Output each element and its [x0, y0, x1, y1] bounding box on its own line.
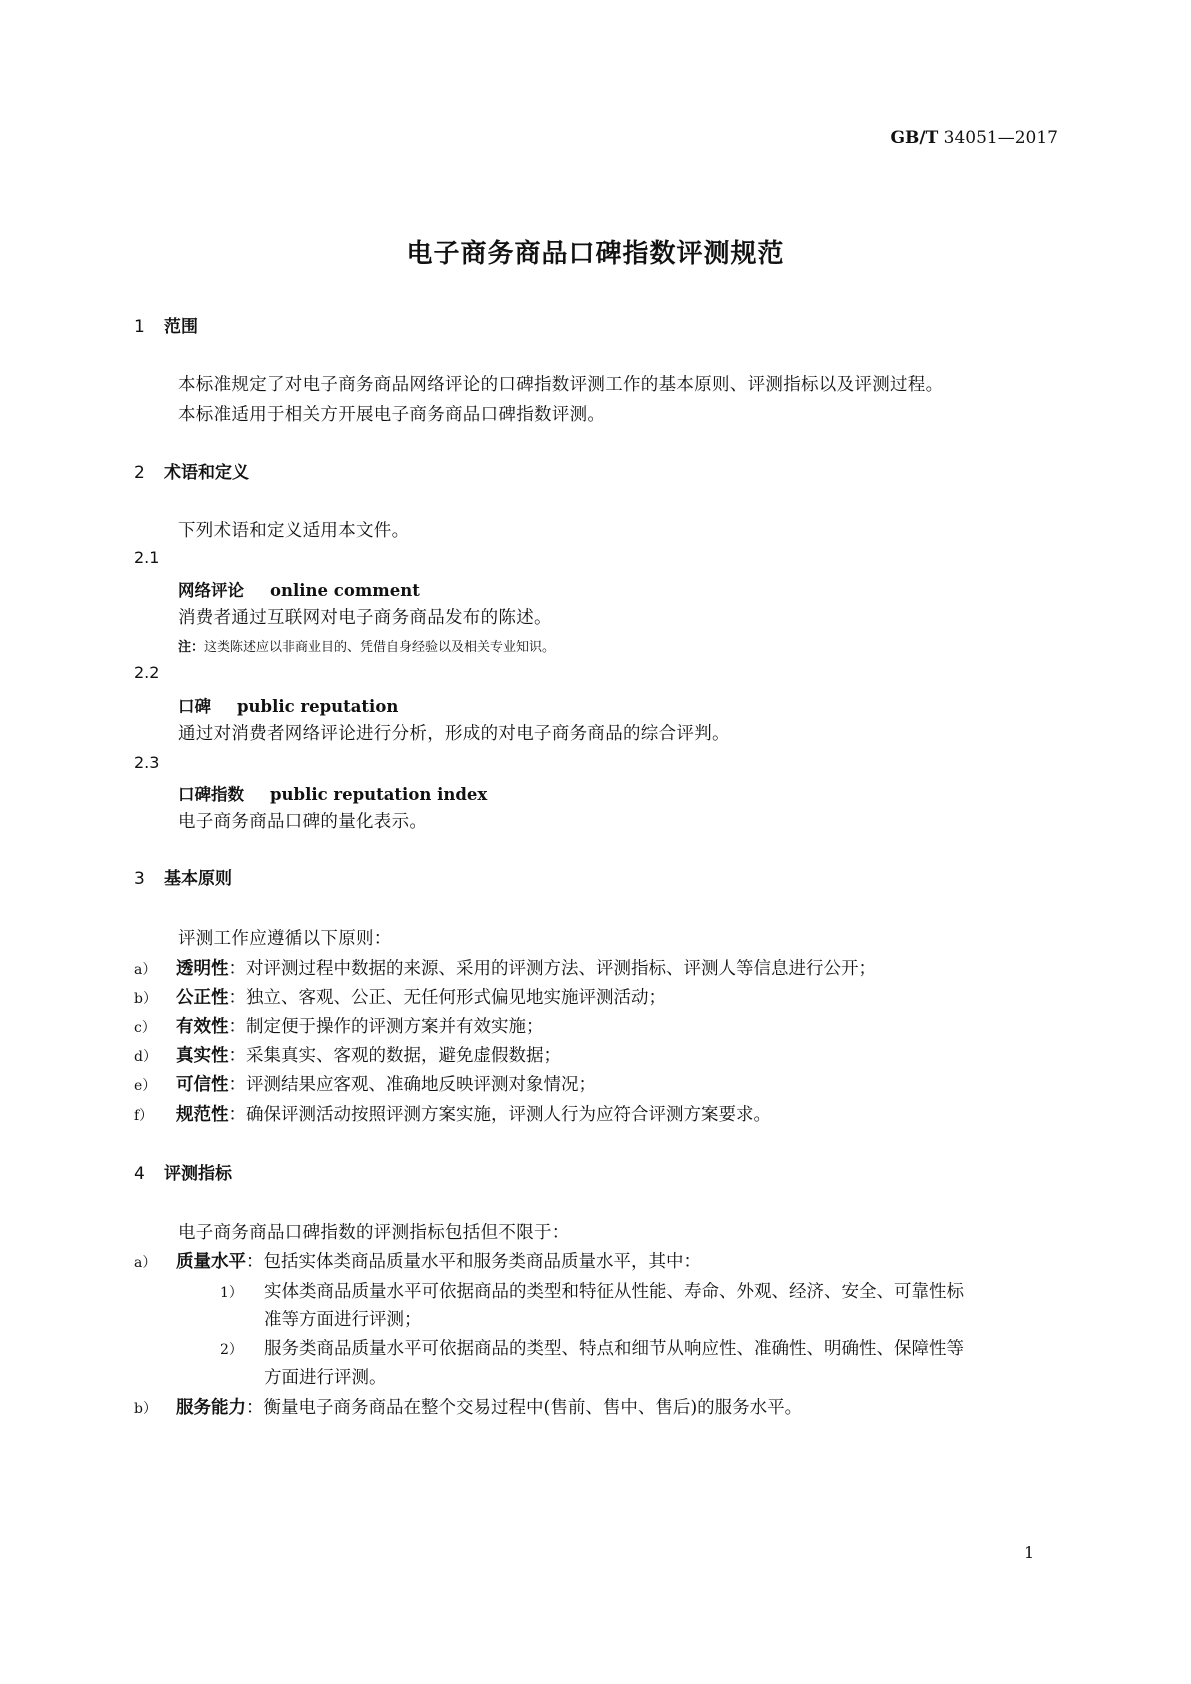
paragraph: 电子商务商品口碑指数的评测指标包括但不限于：: [178, 1223, 570, 1243]
list-marker: a）: [134, 1255, 157, 1271]
section-title: 评测指标: [164, 1164, 232, 1184]
standard-number-prefix: GB/T: [890, 128, 939, 148]
list-marker: e）: [134, 1078, 157, 1094]
sub-list-item: [220, 1335, 964, 1360]
paragraph: 本标准规定了对电子商务商品网络评论的口碑指数评测工作的基本原则、评测指标以及评测过程。: [178, 375, 944, 395]
term-zh: 网络评论: [178, 581, 244, 600]
list-item: [134, 1042, 561, 1067]
list-item-head: 真实性: [176, 1046, 229, 1066]
note-label: 注：: [178, 640, 205, 655]
list-item-text: ：评测结果应客观、准确地反映评测对象情况；: [228, 1075, 596, 1095]
term-zh: 口碑: [178, 697, 211, 716]
term-en: public reputation: [237, 697, 399, 716]
section-title: 基本原则: [164, 869, 232, 889]
list-item: [134, 1248, 701, 1273]
section-number: 1: [134, 317, 145, 337]
list-item-text: ：独立、客观、公正、无任何形式偏见地实施评测活动；: [228, 988, 666, 1008]
list-item-head: 公正性: [176, 988, 229, 1008]
list-item-text: ：衡量电子商务商品在整个交易过程中(售前、售中、售后)的服务水平。: [246, 1398, 803, 1418]
term-definition: 电子商务商品口碑的量化表示。: [178, 812, 428, 832]
term-definition: 消费者通过互联网对电子商务商品发布的陈述。: [178, 608, 552, 628]
list-item: [134, 1013, 544, 1038]
list-marker: d）: [134, 1049, 157, 1065]
term-heading: [178, 577, 420, 601]
list-item: [134, 955, 876, 980]
list-item-text: ：制定便于操作的评测方案并有效实施；: [228, 1017, 544, 1037]
clause-number: 2.2: [134, 663, 160, 682]
list-item-text: ：包括实体类商品质量水平和服务类商品质量水平，其中：: [246, 1252, 701, 1272]
section-title: 范围: [164, 317, 198, 337]
list-item: [134, 1394, 802, 1419]
list-item: [134, 1101, 771, 1126]
list-item-text: ：确保评测活动按照评测方案实施，评测人行为应符合评测方案要求。: [228, 1105, 771, 1125]
term-definition: 通过对消费者网络评论进行分析，形成的对电子商务商品的综合评判。: [178, 724, 730, 744]
standard-number-value: 34051—2017: [943, 128, 1058, 148]
section-number: 4: [134, 1164, 145, 1184]
document-title: 电子商务商品口碑指数评测规范: [406, 239, 785, 269]
list-item-head: 有效性: [176, 1017, 229, 1037]
term-zh: 口碑指数: [178, 785, 244, 804]
section-1-heading: [134, 312, 198, 337]
term-heading: [178, 781, 487, 805]
list-marker: b）: [134, 991, 157, 1007]
term-note: [178, 636, 555, 655]
sub-list-item: [220, 1278, 964, 1303]
paragraph: 下列术语和定义适用本文件。: [178, 521, 410, 541]
list-marker: c）: [134, 1020, 156, 1036]
sub-list-continuation: 准等方面进行评测；: [264, 1310, 422, 1330]
sub-list-continuation: 方面进行评测。: [264, 1368, 387, 1388]
clause-number: 2.1: [134, 548, 160, 567]
sub-list-text: 实体类商品质量水平可依据商品的类型和特征从性能、寿命、外观、经济、安全、可靠性标: [264, 1282, 964, 1302]
section-number: 3: [134, 869, 145, 889]
list-item: [134, 1071, 596, 1096]
term-heading: [178, 693, 398, 717]
note-text: 这类陈述应以非商业目的、凭借自身经验以及相关专业知识。: [204, 640, 556, 655]
list-item: [134, 984, 666, 1009]
term-en: online comment: [270, 581, 420, 600]
list-item-head: 规范性: [176, 1105, 229, 1125]
section-number: 2: [134, 463, 145, 483]
clause-number: 2.3: [134, 753, 160, 772]
sub-list-text: 服务类商品质量水平可依据商品的类型、特点和细节从响应性、准确性、明确性、保障性等: [264, 1339, 964, 1359]
list-marker: b）: [134, 1401, 157, 1417]
section-4-heading: [134, 1159, 232, 1184]
term-en: public reputation index: [270, 785, 488, 804]
list-item-head: 透明性: [176, 959, 229, 979]
list-marker: a）: [134, 962, 157, 978]
list-item-text: ：采集真实、客观的数据，避免虚假数据；: [228, 1046, 561, 1066]
section-title: 术语和定义: [164, 463, 249, 483]
section-3-heading: [134, 864, 232, 889]
list-item-head: 服务能力: [176, 1398, 246, 1418]
sub-list-marker: 1）: [220, 1285, 243, 1301]
section-2-heading: [134, 458, 249, 483]
list-item-text: ：对评测过程中数据的来源、采用的评测方法、评测指标、评测人等信息进行公开；: [228, 959, 876, 979]
list-marker: f）: [134, 1108, 154, 1124]
page-number: 1: [1024, 1543, 1035, 1562]
sub-list-marker: 2）: [220, 1342, 243, 1358]
list-item-head: 可信性: [176, 1075, 229, 1095]
paragraph: 本标准适用于相关方开展电子商务商品口碑指数评测。: [178, 405, 606, 425]
standard-number: [891, 128, 1059, 148]
paragraph: 评测工作应遵循以下原则：: [178, 929, 392, 949]
list-item-head: 质量水平: [176, 1252, 246, 1272]
